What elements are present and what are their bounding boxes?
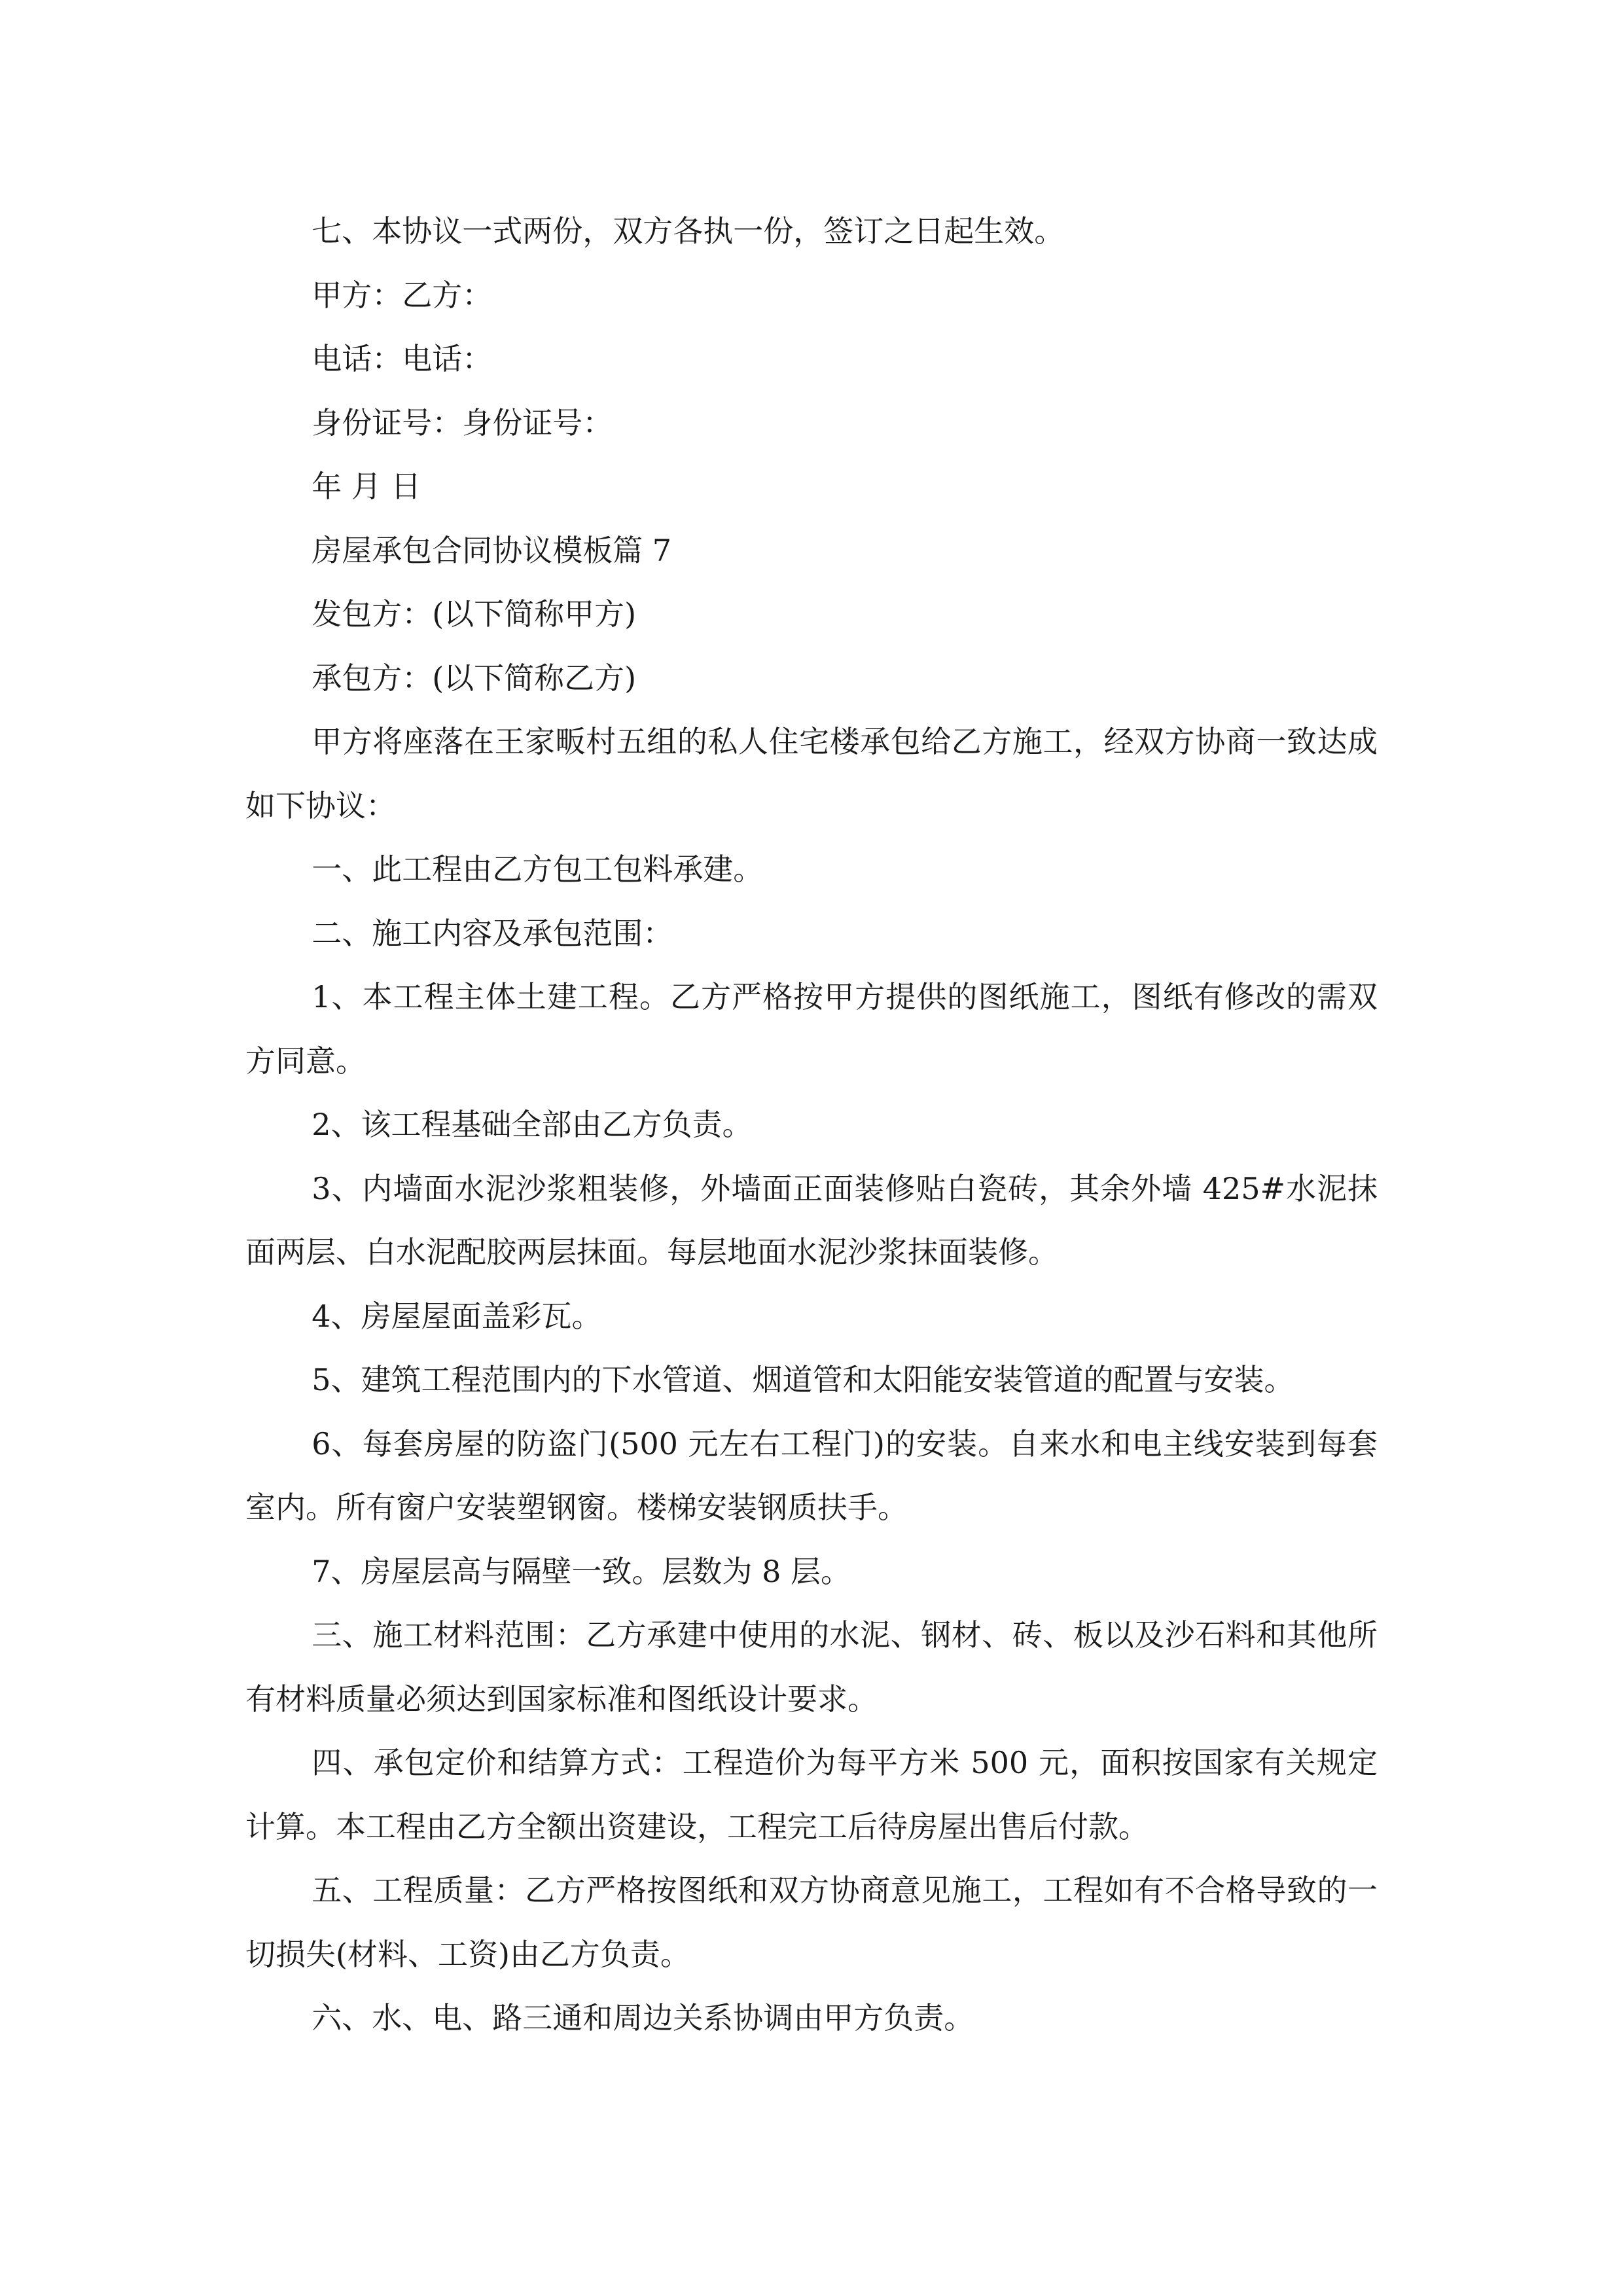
item-2: 2、该工程基础全部由乙方负责。	[312, 1107, 753, 1142]
signature-phone-line: 电话：电话：	[312, 341, 493, 376]
employer-line: 发包方：(以下简称甲方)	[312, 596, 637, 632]
item-6: 6、每套房屋的防盗门(500 元左右工程门)的安装。自来水和电主线安装到每套室内。所有窗户安装塑钢窗。楼梯安装钢质扶手。	[245, 1426, 1378, 1525]
signature-id-line: 身份证号：身份证号：	[312, 404, 613, 440]
clause-2-heading: 二、施工内容及承包范围：	[312, 915, 673, 951]
item-1: 1、本工程主体土建工程。乙方严格按甲方提供的图纸施工，图纸有修改的需双方同意。	[245, 979, 1378, 1079]
item-5: 5、建筑工程范围内的下水管道、烟道管和太阳能安装管道的配置与安装。	[312, 1362, 1294, 1397]
clause-3: 三、施工材料范围：乙方承建中使用的水泥、钢材、砖、板以及沙石料和其他所有材料质量必须达到国家标准和图纸设计要求。	[245, 1617, 1378, 1717]
clause-effective: 七、本协议一式两份，双方各执一份，签订之日起生效。	[312, 213, 1065, 249]
clause-6: 六、水、电、路三通和周边关系协调由甲方负责。	[312, 2000, 974, 2036]
item-3: 3、内墙面水泥沙浆粗装修，外墙面正面装修贴白瓷砖，其余外墙 425#水泥抹面两层、白水泥配胶两层抹面。每层地面水泥沙浆抹面装修。	[245, 1170, 1378, 1270]
clause-1: 一、此工程由乙方包工包料承建。	[312, 852, 764, 887]
section-title: 房屋承包合同协议模板篇 7	[312, 532, 672, 568]
item-7: 7、房屋层高与隔壁一致。层数为 8 层。	[312, 1553, 851, 1589]
intro-paragraph: 甲方将座落在王家畈村五组的私人住宅楼承包给乙方施工，经双方协商一致达成如下协议：	[245, 724, 1378, 823]
document-body	[245, 200, 1378, 2051]
item-4: 4、房屋屋面盖彩瓦。	[312, 1298, 602, 1334]
signature-parties-line: 甲方：乙方：	[312, 277, 493, 313]
clause-5: 五、工程质量：乙方严格按图纸和双方协商意见施工，工程如有不合格导致的一切损失(材料、工资)由乙方负责。	[245, 1873, 1378, 1972]
clause-4: 四、承包定价和结算方式：工程造价为每平方米 500 元，面积按国家有关规定计算。本工程由乙方全额出资建设，工程完工后待房屋出售后付款。	[245, 1745, 1378, 1844]
contractor-line: 承包方：(以下简称乙方)	[312, 660, 637, 696]
signature-date-line: 年 月 日	[312, 469, 421, 504]
